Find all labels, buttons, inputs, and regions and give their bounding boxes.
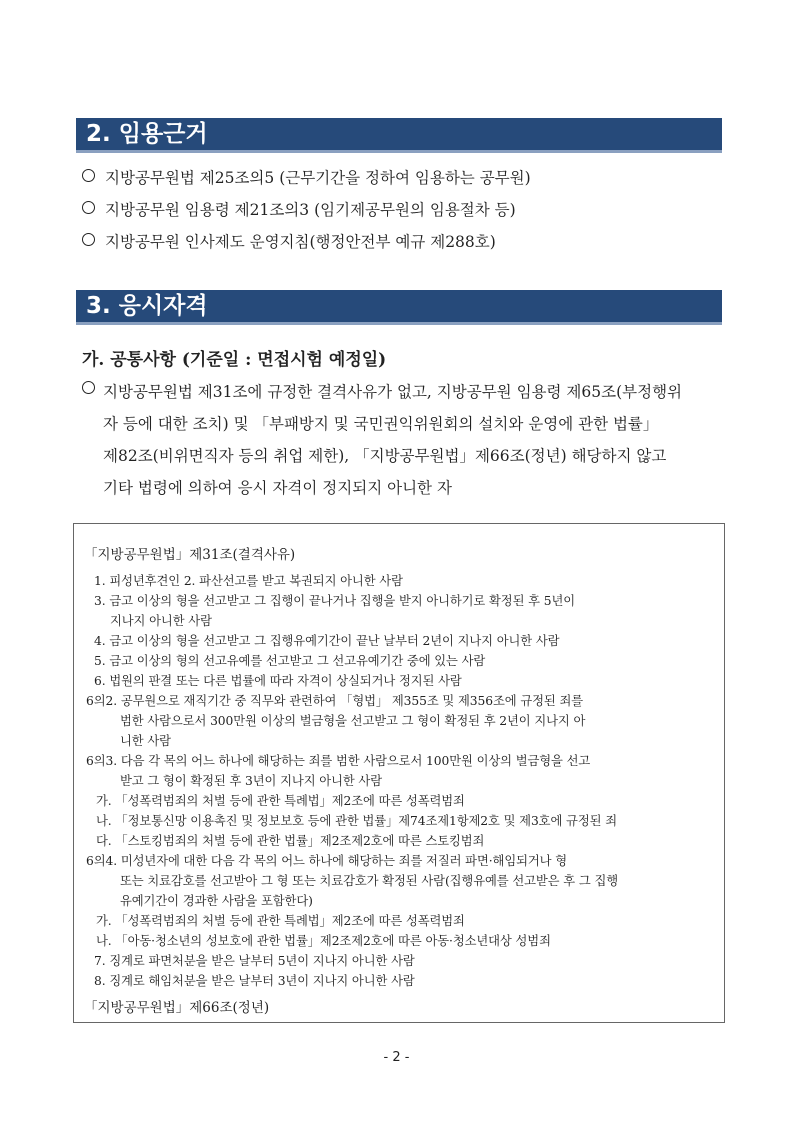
list-item: 나. 「정보통신망 이용촉진 및 정보보호 등에 관한 법률」제74조제1항제2호 및 제3호에 규정된 죄 (96, 814, 617, 828)
list-item: 4. 금고 이상의 형을 선고받고 그 집행유예기간이 끝난 날부터 2년이 지나지 아니한 사람 (94, 634, 560, 648)
list-item: 또는 치료감호를 선고받아 그 형 또는 치료감호가 확정된 사람(집행유예를 선고받은 후 그 집행 (120, 874, 618, 888)
box-footer-title: 「지방공무원법」제66조(정년) (84, 1000, 270, 1016)
list-item: 6의2. 공무원으로 재직기간 중 직무와 관련하여 「형법」 제355조 및 제356조에 규정된 죄를 (86, 694, 584, 708)
list-item: 7. 징계로 파면처분을 받은 날부터 5년이 지나지 아니한 사람 (94, 954, 415, 968)
list-item: 범한 사람으로서 300만원 이상의 벌금형을 선고받고 그 형이 확정된 후 2년이 지나지 아 (120, 714, 586, 728)
list-item: 받고 그 형이 확정된 후 3년이 지나지 아니한 사람 (120, 774, 382, 788)
basis-item-2: 지방공무원 임용령 제21조의3 (임기제공무원의 임용절차 등) (82, 198, 516, 220)
section-2-title: 2. 임용근거 (86, 121, 208, 147)
list-item: 6의4. 미성년자에 대한 다음 각 목의 어느 하나에 해당하는 죄를 저질러 파면·해임되거나 형 (86, 854, 568, 868)
common-requirements-subtitle: 가. 공통사항 (기준일 : 면접시험 예정일) (82, 350, 387, 370)
section-2-header (76, 118, 722, 153)
circle-bullet-icon (82, 381, 95, 394)
list-item: 지나지 아니한 사람 (110, 614, 212, 628)
section-3-title: 3. 응시자격 (86, 293, 208, 319)
list-item: 니한 사람 (120, 734, 171, 748)
eligibility-paragraph: 지방공무원법 제31조에 규정한 결격사유가 없고, 지방공무원 임용령 제65조(부정행위 자 등에 대한 조치) 및 「부패방지 및 국민권익위원회의 설치와 운영에 관한 법률」 제82조(비위면직자 등의 취업 제한), 「지방공무원법」제66조(정년) 해당하지 않고 기타 법령에 의하여 응시 자격이 정지되지 아니한 자 (82, 376, 722, 504)
list-item: 나. 「아동·청소년의 성보호에 관한 법률」제2조제2호에 따른 아동·청소년대상 성범죄 (96, 934, 551, 948)
section-3-header (76, 290, 722, 325)
basis-item-1: 지방공무원법 제25조의5 (근무기간을 정하여 임용하는 공무원) (82, 166, 531, 188)
circle-bullet-icon (82, 201, 95, 214)
list-item: 6의3. 다음 각 목의 어느 하나에 해당하는 죄를 범한 사람으로서 100만원 이상의 벌금형을 선고 (86, 754, 591, 768)
list-item: 3. 금고 이상의 형을 선고받고 그 집행이 끝나거나 집행을 받지 아니하기로 확정된 후 5년이 (94, 594, 576, 608)
list-item: 가. 「성폭력범죄의 처벌 등에 관한 특례법」제2조에 따른 성폭력범죄 (96, 914, 465, 928)
list-item: 유예기간이 경과한 사람을 포함한다) (120, 894, 313, 908)
list-item: 8. 징계로 해임처분을 받은 날부터 3년이 지나지 아니한 사람 (94, 974, 415, 988)
basis-item-3: 지방공무원 인사제도 운영지침(행정안전부 예규 제288호) (82, 230, 496, 252)
list-item: 1. 피성년후견인 2. 파산선고를 받고 복권되지 아니한 사람 (94, 574, 403, 588)
list-item: 5. 금고 이상의 형의 선고유예를 선고받고 그 선고유예기간 중에 있는 사람 (94, 654, 486, 668)
circle-bullet-icon (82, 169, 95, 182)
box-title: 「지방공무원법」제31조(결격사유) (84, 547, 296, 563)
page-number: - 2 - (383, 1050, 410, 1065)
circle-bullet-icon (82, 233, 95, 246)
list-item: 6. 법원의 판결 또는 다른 법률에 따라 자격이 상실되거나 정지된 사람 (94, 674, 462, 688)
disqualification-box (73, 523, 725, 1023)
list-item: 다. 「스토킹범죄의 처벌 등에 관한 법률」제2조제2호에 따른 스토킹범죄 (96, 834, 485, 848)
list-item: 가. 「성폭력범죄의 처벌 등에 관한 특례법」제2조에 따른 성폭력범죄 (96, 794, 465, 808)
